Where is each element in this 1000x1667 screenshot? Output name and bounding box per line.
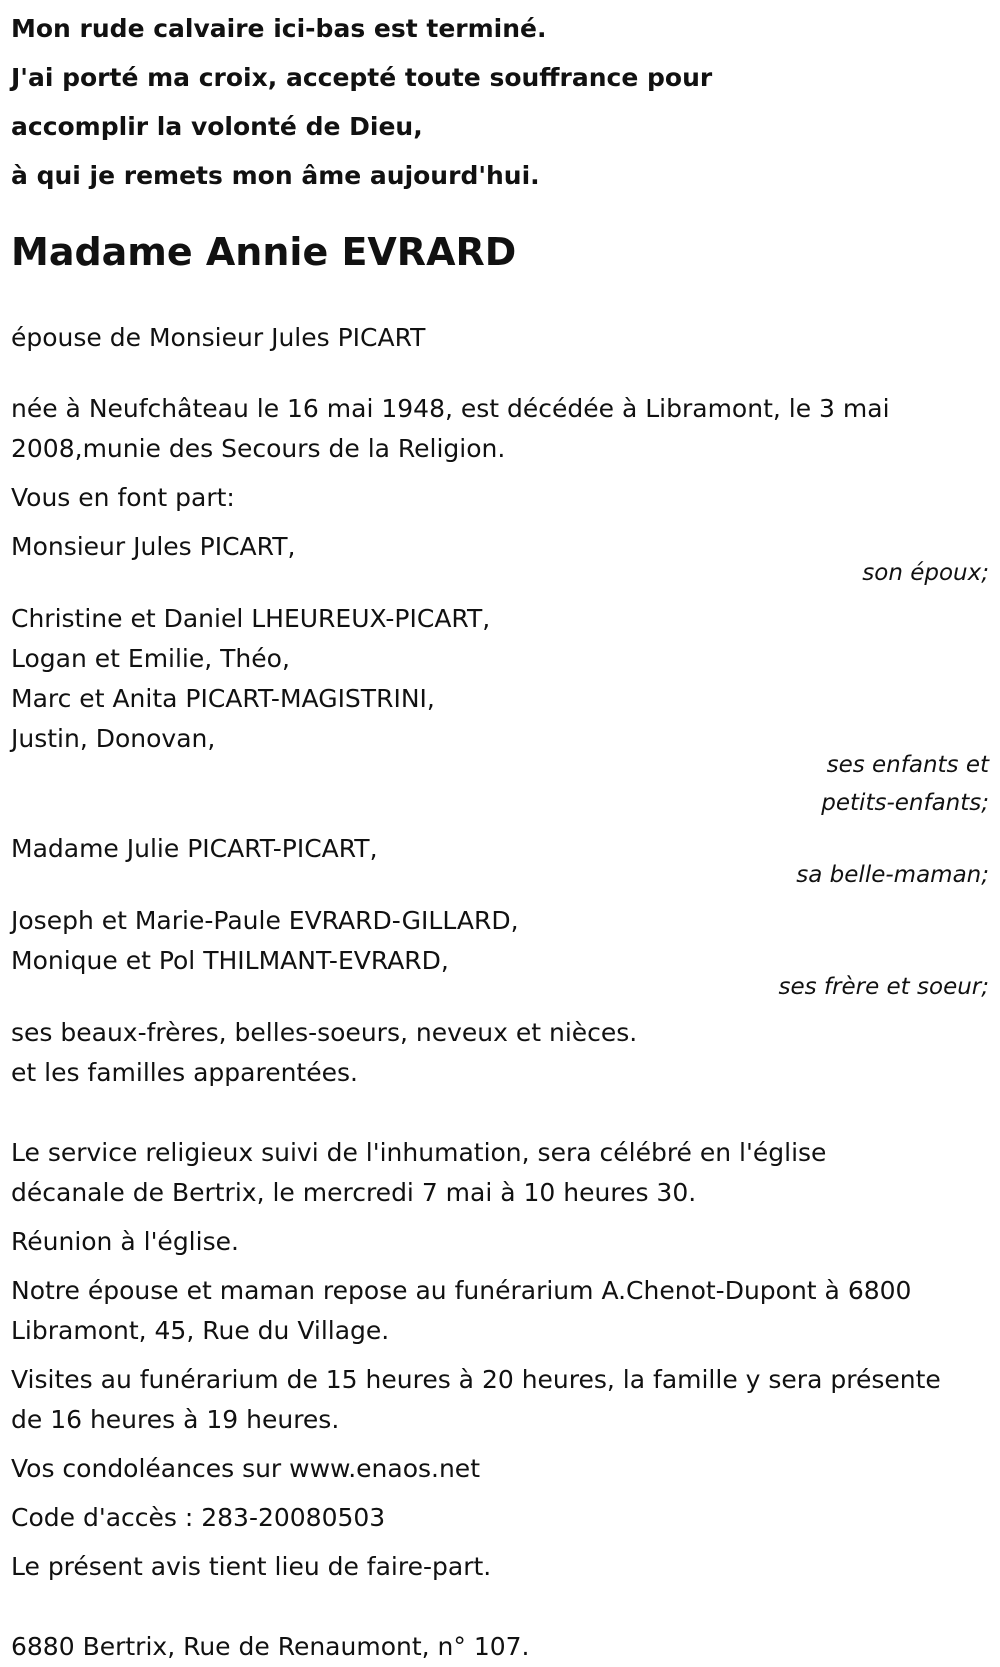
access-code: Code d'accès : 283-20080503	[11, 1503, 386, 1532]
announce-intro: Vous en font part:	[11, 483, 235, 512]
birth-death-paragraph	[11, 389, 989, 469]
poem	[11, 4, 989, 200]
family-member: Christine et Daniel LHEUREUX-PICART,	[11, 604, 491, 633]
visits-line: de 16 heures à 19 heures.	[11, 1405, 340, 1434]
relation-label: petits-enfants;	[821, 790, 989, 816]
service-paragraph	[11, 1133, 989, 1213]
reunion-line: Réunion à l'église.	[11, 1227, 239, 1256]
birth-death-line: née à Neufchâteau le 16 mai 1948, est décédée à Libramont, le 3 mai	[11, 394, 890, 423]
funerarium-paragraph	[11, 1271, 989, 1351]
family-husband	[11, 527, 989, 593]
family-member: Joseph et Marie-Paule EVRARD-GILLARD,	[11, 906, 519, 935]
family-extended-line: et les familles apparentées.	[11, 1058, 358, 1087]
address-line: 6880 Bertrix, Rue de Renaumont, n° 107.	[11, 1632, 530, 1661]
funerarium-line: Libramont, 45, Rue du Village.	[11, 1316, 390, 1345]
family-siblings	[11, 901, 989, 1007]
poem-line: à qui je remets mon âme aujourd'hui.	[11, 161, 540, 190]
family-member: Monique et Pol THILMANT-EVRARD,	[11, 946, 449, 975]
family-member: Madame Julie PICART-PICART,	[11, 834, 378, 863]
obituary-notice	[11, 4, 989, 1667]
birth-death-line: 2008,munie des Secours de la Religion.	[11, 434, 506, 463]
visits-paragraph	[11, 1360, 989, 1440]
poem-line: J'ai porté ma croix, accepté toute souffrance pour	[11, 63, 713, 92]
relation-label: ses frère et soeur;	[778, 974, 989, 1000]
service-line: décanale de Bertrix, le mercredi 7 mai à 10 heures 30.	[11, 1178, 697, 1207]
family-children	[11, 599, 989, 823]
family-mother-in-law	[11, 829, 989, 895]
funerarium-line: Notre épouse et maman repose au funérarium A.Chenot-Dupont à 6800	[11, 1276, 912, 1305]
notice-line: Le présent avis tient lieu de faire-part.	[11, 1552, 492, 1581]
spouse-line: épouse de Monsieur Jules PICART	[11, 323, 426, 352]
family-member: Monsieur Jules PICART,	[11, 532, 296, 561]
poem-line: accomplir la volonté de Dieu,	[11, 112, 423, 141]
family-extended	[11, 1013, 989, 1093]
relation-label: ses enfants et	[826, 752, 989, 778]
family-member: Marc et Anita PICART-MAGISTRINI,	[11, 684, 435, 713]
condolences-line: Vos condoléances sur www.enaos.net	[11, 1454, 480, 1483]
family-member: Logan et Emilie, Théo,	[11, 644, 290, 673]
family-extended-line: ses beaux-frères, belles-soeurs, neveux et nièces.	[11, 1018, 638, 1047]
deceased-name: Madame Annie EVRARD	[11, 230, 517, 274]
service-line: Le service religieux suivi de l'inhumation, sera célébré en l'église	[11, 1138, 827, 1167]
relation-label: son époux;	[862, 560, 989, 586]
poem-line: Mon rude calvaire ici-bas est terminé.	[11, 14, 547, 43]
visits-line: Visites au funérarium de 15 heures à 20 heures, la famille y sera présente	[11, 1365, 941, 1394]
relation-label: sa belle-maman;	[796, 862, 989, 888]
family-member: Justin, Donovan,	[11, 724, 216, 753]
